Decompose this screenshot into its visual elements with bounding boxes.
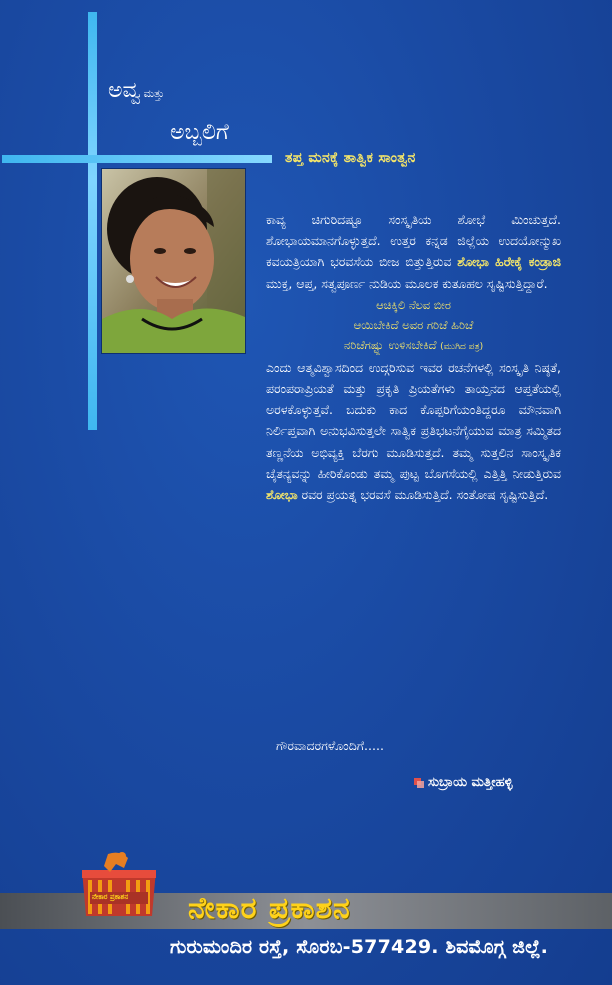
poem-line-3-text: ನರಿಚೆಗಷ್ಟ್ಲು ಉಳಿಸಬೇಕಿದೆ: [343, 337, 437, 352]
paragraph-1: [266, 209, 561, 294]
author-first-name-highlight: ಶೋಭಾ: [266, 487, 298, 503]
paragraph-2: [266, 357, 561, 505]
logo-text: ನೇಕಾರ ಪ್ರಕಾಶನ: [92, 893, 129, 901]
poem-line-3: [266, 335, 561, 357]
cross-vertical-bar: [88, 12, 97, 430]
poem-source-note: (ಮುಗಿದ ಪತ್ರ): [440, 341, 484, 352]
publisher-name: ನೇಕಾರ ಪ್ರಕಾಶನ: [188, 891, 351, 926]
author-photo: [101, 168, 246, 354]
subtitle: ತಪ್ತ ಮನಕ್ಕೆ ತಾತ್ವಿಕ ಸಾಂತ್ವನ: [285, 150, 416, 166]
foreword-body: [266, 209, 561, 505]
para1-end: ಮುಕ್ತ, ಆಪ್ತ, ಸತ್ವಪೂರ್ಣ ನುಡಿಯ ಮೂಲಕ ಕುತೂಹಲ ಸೃಷ್ಟಿಸುತ್ತಿದ್ದಾರೆ.: [266, 275, 548, 291]
signature: [414, 775, 513, 790]
book-title-line1: [108, 78, 164, 103]
cross-horizontal-bar: [2, 155, 272, 163]
signature-squares-icon: [414, 778, 424, 788]
greeting: ಗೌರವಾದರಗಳೊಂದಿಗೆ.....: [276, 738, 384, 753]
signature-name: ಸುಬ್ರಾಯ ಮತ್ತೀಹಳ್ಳಿ: [428, 775, 513, 790]
author-name-highlight: ಶೋಭಾ ಹಿರೇಕೈ ಕಂಡ್ರಾಜಿ: [457, 254, 561, 270]
poem-line-2: ಆಯಿಬೇಕಿದೆ ಅವರ ಗರಿಚೆ ಹಿರಿಚೆ: [353, 317, 474, 332]
title-word-avva: ಅವ್ವ: [108, 78, 141, 103]
para1-start: ಕಾವ್ಯ ಚಿಗುರಿದಷ್ಟೂ ಸಂಸ್ಕೃತಿಯ ಶೋಭೆ ಮಿಂಚುತ್ತದೆ. ಶೋಭಾಯಮಾನಗೊಳ್ಳುತ್ತದೆ. ಉತ್ತರ ಕನ್ನಡ ಜಿಲ್ಲೆಯ ಉದಯೋನ್ಮುಖ ಕವಯತ್ರಿಯಾಗಿ ಭರವಸೆಯ ಬೀಜ ಬಿತ್ತುತ್ತಿರುವ: [266, 212, 561, 270]
publisher-address: ಗುರುಮಂದಿರ ರಸ್ತೆ, ಸೊರಬ-577429. ಶಿವಮೊಗ್ಗ ಜಿಲ್ಲೆ.: [170, 936, 549, 958]
para2-start: ಎಂದು ಆತ್ಮವಿಶ್ವಾಸದಿಂದ ಉದ್ಗರಿಸುವ ಇವರ ರಚನೆಗಳಲ್ಲಿ ಸಂಸ್ಕೃತಿ ನಿಷ್ಠತೆ, ಪರಂಪರಾಪ್ರಿಯತೆ ಮತ್ತು ಪ್ರಕೃತಿ ಪ್ರಿಯತೆಗಳು ತಾಯ್ತನದ ಆಪ್ತತೆಯಲ್ಲಿ ಅರಳಕೊಳ್ಳುತ್ತವೆ. ಬದುಕು ಕಾದ ಕೊಪ್ಪರಿಗೆಯಂತಿದ್ದರೂ ಮೌನವಾಗಿ ನಿರ್ಲಿಪ್ತವಾಗಿ ಅನುಭವಿಸುತ್ತಲೇ ಸಾತ್ವಿಕ ಪ್ರತಿಭಟನೆಗೈಯುವ ಮಾತ್ರ ಸಮ್ಮಿತದ ತಣ್ಣನೆಯ ಅಭಿವ್ಯಕ್ತಿ ಬೆರಗು ಮೂಡಿಸುತ್ತದೆ. ತಮ್ಮ ಸುತ್ತಲಿನ ಸಾಂಸ್ಕೃತಿಕ ಚೈತನ್ಯವನ್ನು ಹೀರಿಕೊಂಡು ತಮ್ಮ ಪುಟ್ಟ ಬೊಗಸೆಯಲ್ಲಿ ಎತ್ತಿತ್ತಿ ನೀಡುತ್ತಿರುವ: [266, 359, 561, 481]
title-word-mattu: ಮತ್ತು: [143, 87, 165, 100]
book-title-line2: ಅಬ್ಬಲಿಗೆ: [170, 120, 229, 145]
quoted-poem: [266, 295, 561, 357]
publisher-logo: [78, 850, 160, 918]
poem-line-1: ಆಚಿಕ್ಕಿಲಿ ನೆಲವ ಬೀರ: [376, 297, 451, 312]
para2-end: ರವರ ಪ್ರಯತ್ನ ಭರವಸೆ ಮೂಡಿಸುತ್ತಿದೆ. ಸಂತೋಷ ಸೃಷ್ಟಿಸುತ್ತಿದೆ.: [297, 487, 549, 503]
